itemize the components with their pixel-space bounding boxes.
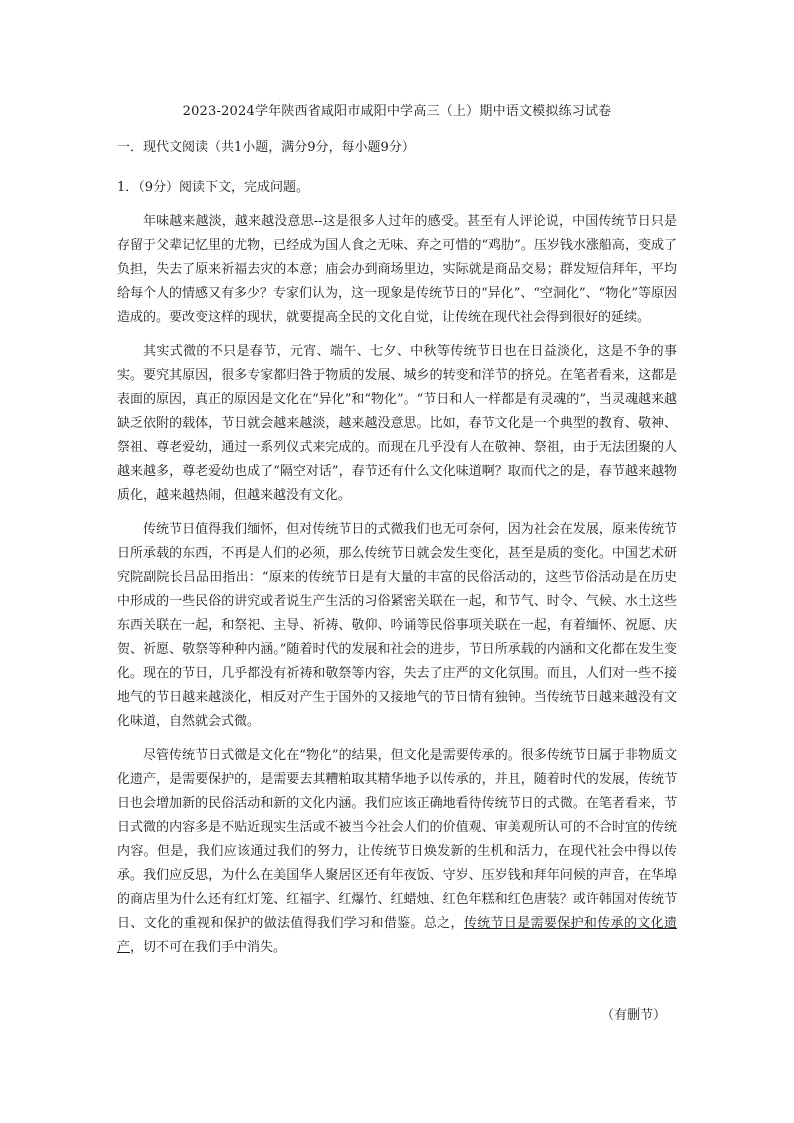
passage-paragraph-2: 其实式微的不只是春节，元宵、端午、七夕、中秋等传统节日也在日益淡化，这是不争的事实。要究其原因，很多专家都归咎于物质的发展、城乡的转变和洋节的挤兑。在笔者看来，这都是表面的原因，真正的原因是文化在“异化”和“物化”。“节日和人一样都是有灵魂的”，当灵魂越来越缺乏依附的载体，节日就会越来越淡，越来越没意思。比如，春节文化是一个典型的教育、敬神、祭祖、尊老爱幼，通过一系列仪式来完成的。而现在几乎没有人在敬神、祭祖，由于无法团聚的人越来越多，尊老爱幼也成了“隔空对话”，春节还有什么文化味道啊？取而代之的是，春节越来越物质化，越来越热闹，但越来越没有文化。 — [117, 344, 677, 503]
paragraph-4-text: 尽管传统节日式微是文化在“物化”的结果，但文化是需要传承的。很多传统节日属于非物质文化遗产，是需要保护的，是需要去其糟粕取其精华地予以传承的，并且，随着时代的发展，传统节日也会增加新的民俗活动和新的文化内涵。我们应该正确地看待传统节日的式微。在笔者看来，节日式微的内容多是不贴近现实生活或不被当今社会人们的价值观、审美观所认可的不合时宜的传统内容。但是，我们应该通过我们的努力，让传统节日焕发新的生机和活力，在现代社会中得以传承。我们应反思，为什么在美国华人聚居区还有年夜饭、守岁、压岁钱和拜年问候的声音，在华埠的商店里为什么还有红灯笼、红福字、红爆竹、红蜡烛、红色年糕和红色唐装？或许韩国对传统节日、文化的重视和保护的做法值得我们学习和借鉴。总之， — [117, 748, 677, 931]
source-note: （有删节） — [600, 1008, 666, 1023]
page-title: 2023-2024学年陕西省咸阳市咸阳中学高三（上）期中语文模拟练习试卷 — [182, 104, 612, 119]
reading-passage — [117, 210, 677, 970]
paragraph-4-ending: ，切不可在我们手中消失。 — [130, 940, 287, 955]
question-prompt: 1．（9分）阅读下文，完成问题。 — [117, 180, 310, 195]
passage-paragraph-4 — [117, 744, 677, 960]
passage-paragraph-3: 传统节日值得我们缅怀，但对传统节日的式微我们也无可奈何，因为社会在发展，原来传统节日所承载的东西，不再是人们的必须，那么传统节日就会发生变化，甚至是质的变化。中国艺术研究院副院长吕品田指出：“原来的传统节日是有大量的丰富的民俗活动的，这些节俗活动是在历史中形成的一些民俗的讲究或者说生产生活的习俗紧密关联在一起，和节气、时令、气候、水土这些东西关联在一起，和祭祀、主导、祈祷、敬仰、吟诵等民俗事项关联在一起，有着缅怀、祝愿、庆贺、祈愿、敬祭等种种内涵。”随着时代的发展和社会的进步，节日所承载的内涵和文化都在发生变化。现在的节日，几乎都没有祈祷和敬祭等内容，失去了庄严的文化氛围。而且，人们对一些不接地气的节日越来越淡化，相反对产生于国外的又接地气的节日情有独钟。当传统节日越来越没有文化味道，自然就会式微。 — [117, 522, 677, 729]
passage-paragraph-1: 年味越来越淡，越来越没意思--这是很多人过年的感受。甚至有人评论说，中国传统节日只是存留于父辈记忆里的尤物，已经成为国人食之无味、弃之可惜的“鸡肋”。压岁钱水涨船高，变成了负担，失去了原来祈福去灾的本意；庙会办到商场里边，实际就是商品交易；群发短信拜年，平均给每个人的情感又有多少？专家们认为，这一现象是传统节日的“异化”、“空洞化”、“物化”等原因造成的。要改变这样的现状，就要提高全民的文化自觉，让传统在现代社会得到很好的延续。 — [117, 214, 677, 325]
section-heading: 一．现代文阅读（共1小题，满分9分，每小题9分） — [117, 140, 415, 155]
underlined-key-sentence: 传统节日是需要保护和传承的文化遗产 — [117, 916, 677, 955]
